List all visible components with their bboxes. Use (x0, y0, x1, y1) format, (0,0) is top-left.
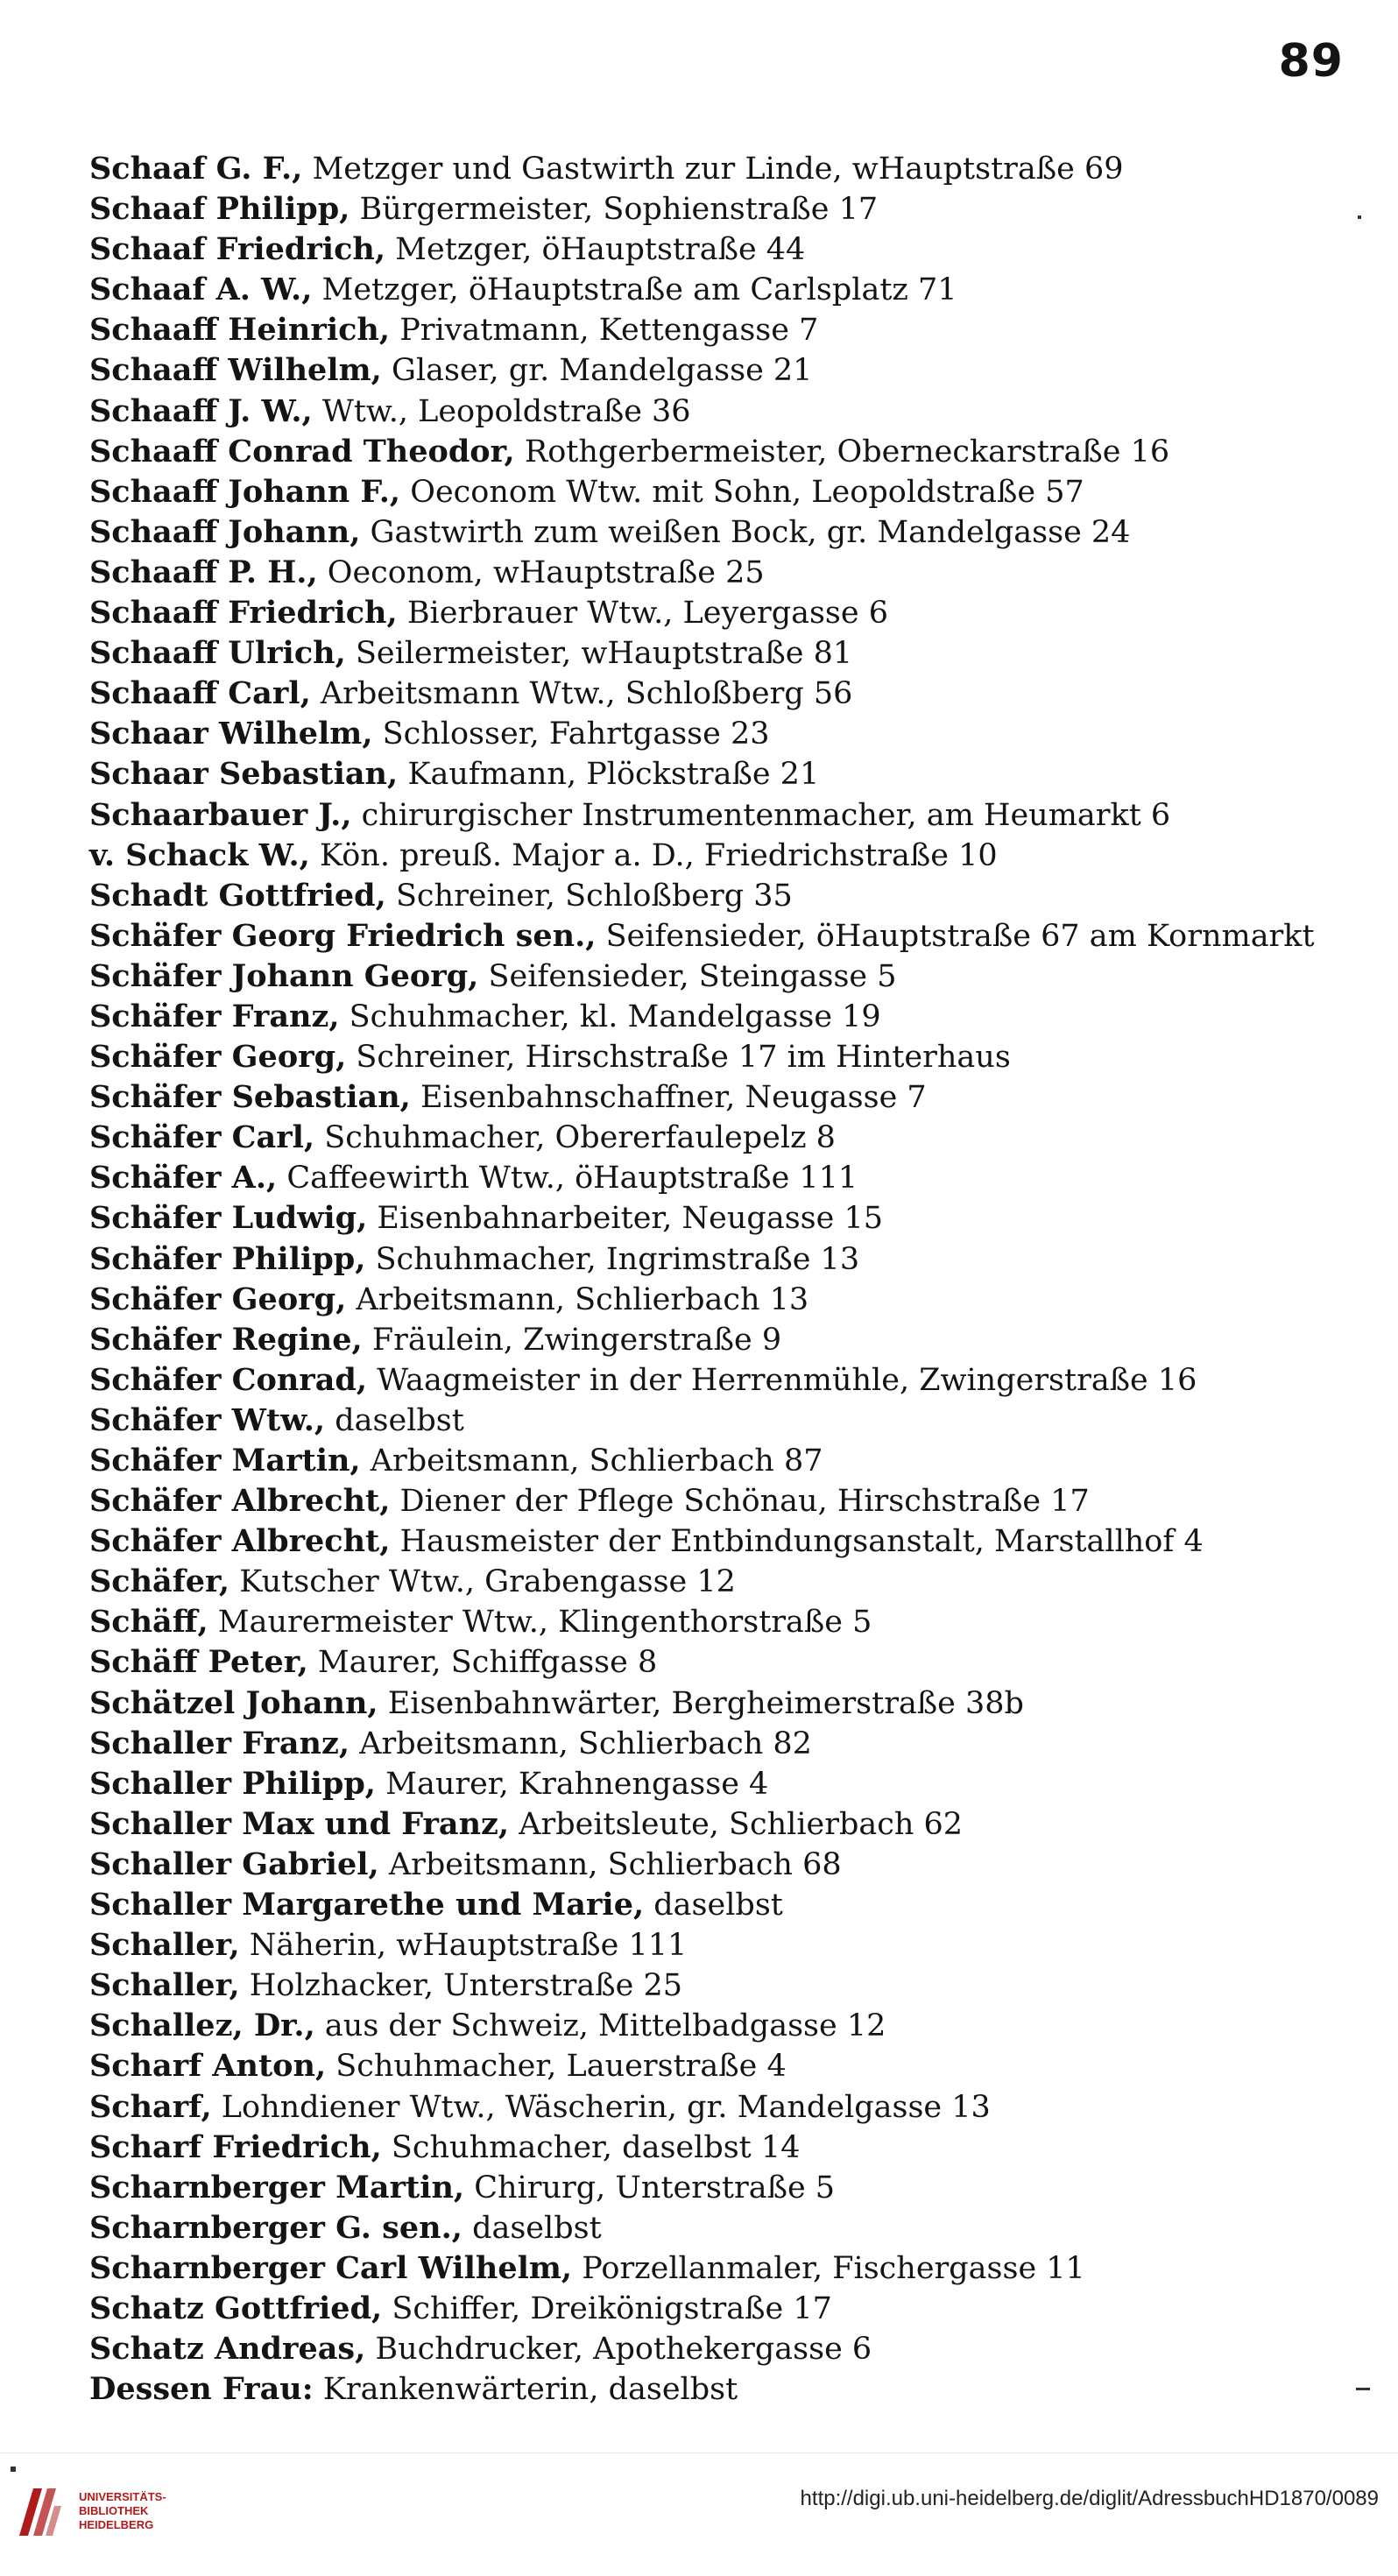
entry-name: Schaaf Philipp, (89, 191, 350, 228)
entry-name: Schaaff Carl, (89, 675, 311, 712)
entry-name: Schaaff Friedrich, (89, 595, 398, 632)
directory-entry (89, 2369, 1377, 2410)
entry-name: Schäfer Conrad, (89, 1361, 368, 1398)
entry-details: daselbst (325, 1402, 464, 1438)
entry-name: Schadt Gottfried, (89, 877, 386, 914)
entry-details: Buchdrucker, Apothekergasse 6 (365, 2332, 872, 2368)
entry-details: Schuhmacher, kl. Mandelgasse 19 (339, 999, 881, 1034)
entry-details: chirurgischer Instrumentenmacher, am Heumarkt 6 (351, 797, 1171, 833)
directory-entry (89, 1521, 1377, 1562)
entry-details: Waagmeister in der Herrenmühle, Zwingerstraße 16 (367, 1362, 1197, 1398)
entry-details: Bierbrauer Wtw., Leyergasse 6 (397, 596, 888, 632)
directory-entry (89, 2128, 1377, 2168)
entry-name: Schaaff Conrad Theodor, (89, 433, 515, 469)
entry-details: Kutscher Wtw., Grabengasse 12 (229, 1564, 736, 1600)
entry-name: Schaaff Johann, (89, 513, 361, 550)
entry-details: Holzhacker, Unterstraße 25 (239, 1968, 683, 2004)
directory-entry (89, 2289, 1377, 2329)
entry-name: Schäfer Martin, (89, 1443, 361, 1479)
directory-entry (89, 1724, 1377, 1764)
entry-name: Schaaff Johann F., (89, 473, 401, 510)
entry-details: daselbst (462, 2210, 602, 2246)
entry-details: Kaufmann, Plöckstraße 21 (398, 757, 820, 793)
directory-entry (89, 310, 1377, 350)
entry-details: Eisenbahnwärter, Bergheimerstraße 38b (378, 1685, 1024, 1721)
entry-details: Schuhmacher, Lauerstraße 4 (326, 2049, 787, 2085)
library-name-line: HEIDELBERG (79, 2518, 154, 2531)
directory-entry (89, 1481, 1377, 1521)
entry-name: v. Schack W., (89, 836, 310, 873)
directory-entry (89, 916, 1377, 956)
entry-name: Schäfer A., (89, 1160, 278, 1196)
entry-details: Oeconom Wtw. mit Sohn, Leopoldstraße 57 (400, 474, 1084, 510)
entry-name: Schäfer Philipp, (89, 1240, 366, 1277)
entry-name: Schäff, (89, 1604, 208, 1641)
entry-name: Schäfer Albrecht, (89, 1483, 391, 1520)
directory-entry (89, 1845, 1377, 1885)
entry-details: Seifensieder, öHauptstraße 67 am Kornmarkt (596, 918, 1315, 954)
entry-details: Lohndiener Wtw., Wäscherin, gr. Mandelgasse 13 (211, 2089, 991, 2125)
entry-name: Scharf Anton, (89, 2048, 327, 2085)
entry-details: Schiffer, Dreikönigstraße 17 (382, 2290, 832, 2326)
entry-details: Gastwirth zum weißen Bock, gr. Mandelgasse 24 (360, 514, 1131, 550)
entry-name: Schäfer Ludwig, (89, 1200, 368, 1237)
source-url-link[interactable]: http://digi.ub.uni-heidelberg.de/diglit/AdressbuchHD1870/0089 (800, 2487, 1379, 2510)
entry-details: Maurermeister Wtw., Klingenthorstraße 5 (208, 1605, 872, 1641)
entry-details: Maurer, Schiffgasse 8 (307, 1645, 658, 1681)
directory-entry (89, 229, 1377, 270)
directory-entry (89, 350, 1377, 391)
entry-details: Wtw., Leopoldstraße 36 (312, 393, 691, 429)
entry-details: Schreiner, Schloßberg 35 (385, 878, 793, 914)
directory-entry (89, 1441, 1377, 1481)
directory-entry (89, 553, 1377, 593)
directory-entry (89, 2168, 1377, 2208)
entry-details: Bürgermeister, Sophienstraße 17 (350, 192, 879, 228)
directory-entry (89, 189, 1377, 229)
entry-name: Schaaf A. W., (89, 272, 313, 308)
entry-name: Schäfer Georg, (89, 1281, 347, 1317)
entry-name: Schaller Philipp, (89, 1765, 376, 1802)
entry-name: Schaaff Ulrich, (89, 635, 346, 672)
directory-entry (89, 876, 1377, 916)
directory-entry (89, 1077, 1377, 1118)
entry-details: Maurer, Krahnengasse 4 (375, 1766, 769, 1802)
directory-entry (89, 1360, 1377, 1401)
directory-entry (89, 1401, 1377, 1441)
entry-name: Schäfer, (89, 1563, 230, 1600)
entry-details: Caffeewirth Wtw., öHauptstraße 111 (277, 1161, 858, 1196)
entry-details: Oeconom, wHauptstraße 25 (317, 554, 765, 590)
entry-details: Privatmann, Kettengasse 7 (390, 313, 819, 349)
directory-entry (89, 2208, 1377, 2248)
entry-name: Schaaff J. W., (89, 392, 313, 429)
entry-name: Schaarbauer J., (89, 796, 352, 833)
directory-entry (89, 633, 1377, 674)
entry-name: Schaaf G. F., (89, 151, 303, 187)
footer (0, 2452, 1398, 2576)
entry-details: Eisenbahnschaffner, Neugasse 7 (410, 1080, 927, 1116)
directory-entry (89, 2248, 1377, 2289)
entry-name: Schaller, (89, 1927, 240, 1964)
entry-name: Scharnberger Carl Wilhelm, (89, 2249, 573, 2286)
entry-details: Diener der Pflege Schönau, Hirschstraße 17 (390, 1484, 1090, 1520)
entry-name: Schatz Gottfried, (89, 2290, 383, 2326)
entry-name: Schäfer Regine, (89, 1321, 363, 1358)
directory-entry (89, 1885, 1377, 1925)
directory-entry (89, 836, 1377, 876)
entry-name: Scharnberger Martin, (89, 2169, 465, 2205)
entry-name: Scharf Friedrich, (89, 2128, 382, 2165)
entry-name: Schaar Wilhelm, (89, 716, 373, 752)
entry-details: Krankenwärterin, daselbst (313, 2372, 738, 2408)
entry-name: Schaaff P. H., (89, 554, 318, 590)
entry-name: Schaller Franz, (89, 1725, 350, 1761)
directory-entry (89, 1239, 1377, 1280)
entry-name: Schäfer Georg, (89, 1039, 347, 1076)
entry-details: Arbeitsmann, Schlierbach 87 (360, 1443, 823, 1479)
entry-details: Arbeitsmann Wtw., Schloßberg 56 (310, 676, 853, 712)
entry-details: Arbeitsmann, Schlierbach 13 (346, 1281, 809, 1317)
entry-details: Schuhmacher, Ingrimstraße 13 (365, 1241, 860, 1277)
entry-name: Schaaff Heinrich, (89, 312, 391, 349)
entry-name: Schäfer Carl, (89, 1119, 315, 1156)
entry-name: Schaller Max und Franz, (89, 1805, 510, 1842)
directory-entry (89, 1642, 1377, 1683)
margin-mark (1358, 215, 1361, 219)
directory-entry (89, 997, 1377, 1037)
entry-details: Seilermeister, wHauptstraße 81 (345, 636, 853, 672)
entry-name: Schatz Andreas, (89, 2331, 366, 2368)
directory-entry (89, 2087, 1377, 2128)
directory-entry (89, 754, 1377, 794)
directory-entry (89, 1683, 1377, 1724)
directory-entry (89, 1804, 1377, 1845)
entry-name: Dessen Frau: (89, 2371, 314, 2408)
entry-name: Schallez, Dr., (89, 2008, 315, 2044)
entry-details: Eisenbahnarbeiter, Neugasse 15 (367, 1201, 883, 1237)
directory-entry (89, 512, 1377, 553)
directory-entry (89, 714, 1377, 754)
directory-entry (89, 149, 1377, 189)
directory-entry (89, 1764, 1377, 1804)
directory-entry (89, 432, 1377, 472)
entry-details: Schlosser, Fahrtgasse 23 (372, 716, 770, 752)
library-name-line: UNIVERSITÄTS- (79, 2490, 166, 2503)
entry-name: Schaaf Friedrich, (89, 231, 386, 268)
entry-name: Schaller Gabriel, (89, 1846, 379, 1882)
directory-entry (89, 1925, 1377, 1966)
entry-details: Metzger, öHauptstraße am Carlsplatz 71 (312, 272, 957, 308)
entry-name: Schaller, (89, 1967, 240, 2004)
directory-entry (89, 1158, 1377, 1198)
directory-entry (89, 795, 1377, 836)
entry-name: Schaar Sebastian, (89, 756, 399, 793)
directory-entry (89, 2329, 1377, 2369)
entry-details: Schuhmacher, Obererfaulepelz 8 (314, 1120, 836, 1156)
directory-entry (89, 2006, 1377, 2046)
entry-details: Glaser, gr. Mandelgasse 21 (381, 353, 813, 389)
library-name (79, 2490, 166, 2532)
directory-entry (89, 1198, 1377, 1239)
entry-name: Schäfer Wtw., (89, 1401, 326, 1438)
entry-name: Scharnberger G. sen., (89, 2209, 462, 2246)
entry-name: Schäfer Georg Friedrich sen., (89, 917, 597, 954)
entry-details: Kön. preuß. Major a. D., Friedrichstraße 10 (309, 837, 998, 873)
entry-name: Schäfer Franz, (89, 998, 340, 1034)
address-list (89, 149, 1377, 2410)
entry-name: Schäfer Sebastian, (89, 1079, 411, 1116)
entry-details: Hausmeister der Entbindungsanstalt, Marstallhof 4 (390, 1524, 1204, 1560)
entry-details: Metzger, öHauptstraße 44 (385, 232, 806, 268)
directory-entry (89, 1602, 1377, 1642)
entry-name: Schäff Peter, (89, 1644, 308, 1681)
margin-mark (1356, 2388, 1370, 2390)
directory-entry (89, 1320, 1377, 1360)
entry-details: daselbst (644, 1888, 783, 1923)
entry-details: Arbeitsmann, Schlierbach 82 (350, 1726, 812, 1761)
directory-entry (89, 956, 1377, 997)
entry-details: Arbeitsleute, Schlierbach 62 (509, 1806, 964, 1842)
entry-details: Rothgerbermeister, Oberneckarstraße 16 (514, 434, 1170, 469)
directory-entry (89, 1966, 1377, 2006)
directory-entry (89, 392, 1377, 432)
entry-name: Schäfer Albrecht, (89, 1523, 391, 1560)
directory-entry (89, 1562, 1377, 1602)
entry-details: Chirurg, Unterstraße 5 (464, 2170, 836, 2205)
directory-entry (89, 270, 1377, 310)
entry-details: Porzellanmaler, Fischergasse 11 (572, 2250, 1085, 2286)
directory-entry (89, 472, 1377, 512)
entry-details: aus der Schweiz, Mittelbadgasse 12 (314, 2008, 886, 2044)
directory-entry (89, 1037, 1377, 1077)
directory-entry (89, 1280, 1377, 1320)
directory-entry (89, 593, 1377, 633)
directory-entry (89, 674, 1377, 714)
entry-details: Schreiner, Hirschstraße 17 im Hinterhaus (346, 1040, 1011, 1076)
directory-entry (89, 2046, 1377, 2086)
entry-details: Näherin, wHauptstraße 111 (239, 1928, 688, 1964)
entry-details: Fräulein, Zwingerstraße 9 (362, 1322, 782, 1358)
entry-name: Scharf, (89, 2088, 212, 2125)
entry-name: Schaller Margarethe und Marie, (89, 1887, 645, 1923)
entry-name: Schäfer Johann Georg, (89, 957, 479, 994)
page-number: 89 (1278, 35, 1344, 88)
library-name-line: BIBLIOTHEK (79, 2504, 149, 2517)
entry-details: Metzger und Gastwirth zur Linde, wHauptstraße 69 (302, 152, 1124, 187)
directory-entry (89, 1118, 1377, 1158)
entry-name: Schätzel Johann, (89, 1684, 378, 1721)
entry-name: Schaaff Wilhelm, (89, 352, 382, 389)
entry-details: Seifensieder, Steingasse 5 (478, 958, 897, 994)
entry-details: Schuhmacher, daselbst 14 (381, 2129, 801, 2165)
library-logo-icon (16, 2485, 63, 2539)
entry-details: Arbeitsmann, Schlierbach 68 (378, 1846, 842, 1882)
